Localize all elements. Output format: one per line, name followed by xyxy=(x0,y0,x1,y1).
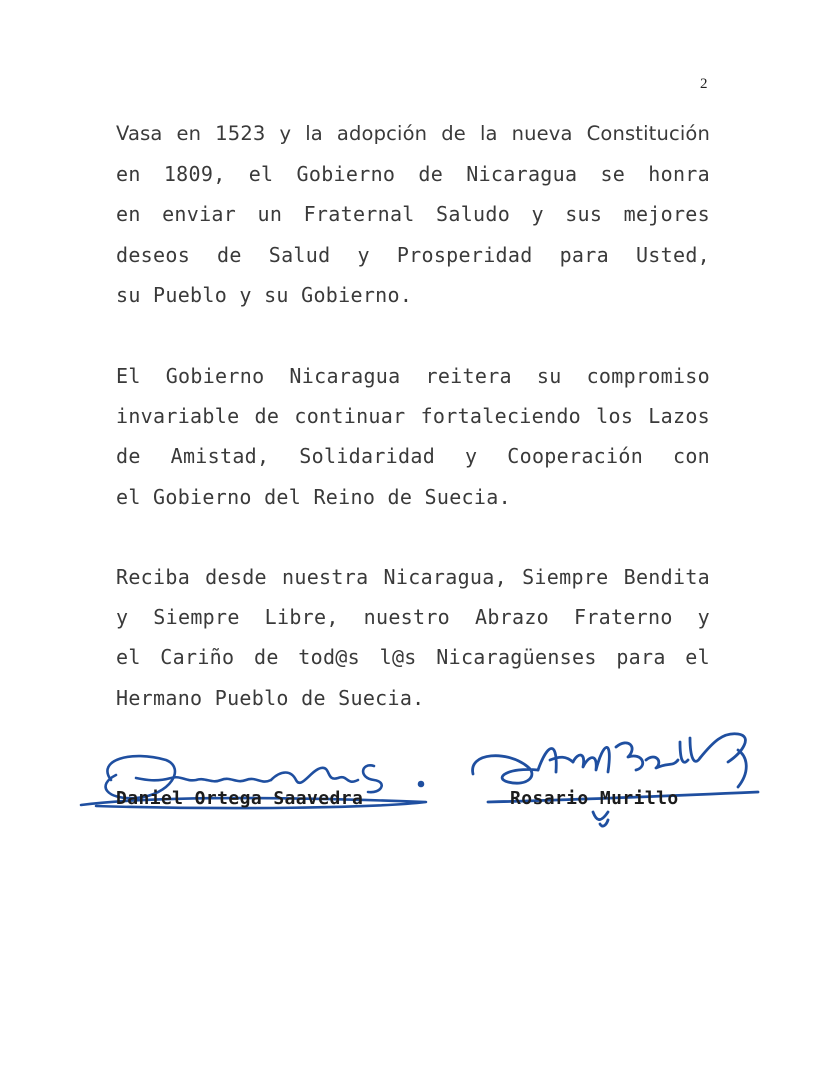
paragraph-line: el Gobierno del Reino de Suecia. xyxy=(116,484,511,509)
paragraph-line: de Amistad, Solidaridad y Cooperación con xyxy=(116,444,710,469)
paragraph-line: Vasa en 1523 y la adopción de la nueva Constitución xyxy=(116,122,710,145)
paragraph-line: en enviar un Fraternal Saludo y sus mejores xyxy=(116,202,710,227)
paragraph-commitment xyxy=(116,356,710,517)
paragraph-line: Hermano Pueblo de Suecia. xyxy=(116,685,425,710)
paragraph-line: invariable de continuar fortaleciendo los Lazos xyxy=(116,404,710,429)
signature-rosario-murillo xyxy=(468,712,768,832)
paragraph-line: en 1809, el Gobierno de Nicaragua se honra xyxy=(116,162,710,187)
signatory-name: Daniel Ortega Saavedra xyxy=(116,788,364,809)
paragraph-greeting xyxy=(116,114,710,315)
page-number: 2 xyxy=(700,76,708,92)
paragraph-line: su Pueblo y su Gobierno. xyxy=(116,282,413,307)
signatory-name: Rosario Murillo xyxy=(510,788,679,809)
paragraph-closing xyxy=(116,557,710,718)
paragraph-line: Reciba desde nuestra Nicaragua, Siempre Bendita xyxy=(116,565,710,589)
paragraph-line: deseos de Salud y Prosperidad para Usted, xyxy=(116,242,710,267)
paragraph-line: y Siempre Libre, nuestro Abrazo Fraterno y xyxy=(116,605,710,630)
paragraph-line: El Gobierno Nicaragua reitera su compromiso xyxy=(116,364,710,388)
paragraph-line: el Cariño de tod@s l@s Nicaragüenses para el xyxy=(116,645,710,670)
